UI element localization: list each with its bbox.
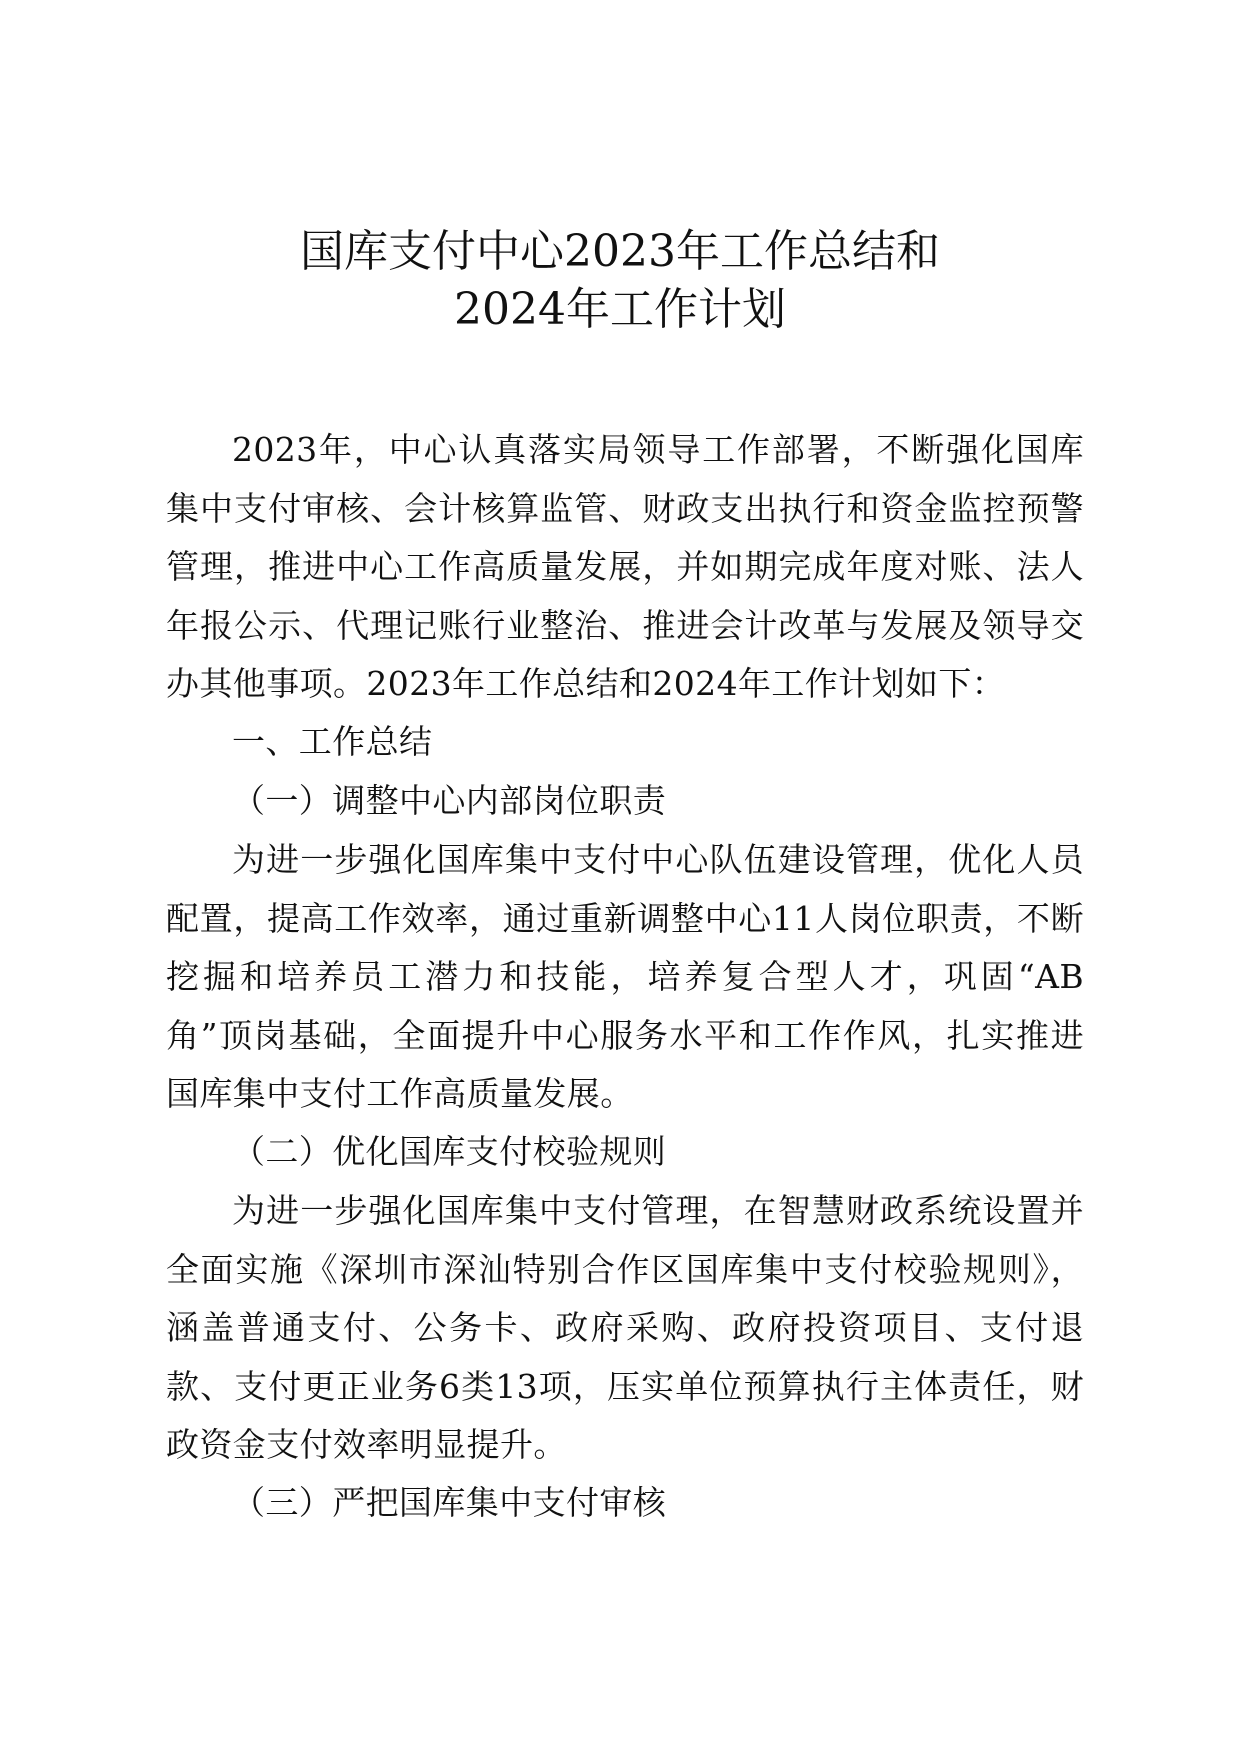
subsection-heading-1: （一）调整中心内部岗位职责	[232, 781, 667, 820]
intro-paragraph: 2023年，中心认真落实局领导工作部署，不断强化国库集中支付审核、会计核算监管、财政支出执行和资金监控预警管理，推进中心工作高质量发展，并如期完成年度对账、法人年报公示、代理记账行业整治、推进会计改革与发展及领导交办其他事项。2023年工作总结和2024年工作计划如下：	[166, 430, 1084, 703]
subsection-heading-2: （二）优化国库支付校验规则	[232, 1132, 667, 1171]
subsection-heading-3: （三）严把国库集中支付审核	[232, 1483, 667, 1522]
subsection-paragraph-1: 为进一步强化国库集中支付中心队伍建设管理，优化人员配置，提高工作效率，通过重新调整中心11人岗位职责，不断挖掘和培养员工潜力和技能，培养复合型人才，巩固“AB角”顶岗基础，全面提升中心服务水平和工作作风，扎实推进国库集中支付工作高质量发展。	[166, 840, 1084, 1113]
document-title-line-2: 2024年工作计划	[454, 284, 786, 335]
subsection-paragraph-2: 为进一步强化国库集中支付管理，在智慧财政系统设置并全面实施《深圳市深汕特别合作区国库集中支付校验规则》，涵盖普通支付、公务卡、政府采购、政府投资项目、支付退款、支付更正业务6类13项，压实单位预算执行主体责任，财政资金支付效率明显提升。	[166, 1191, 1084, 1464]
document-title-line-1: 国库支付中心2023年工作总结和	[300, 226, 940, 277]
section-heading-work-summary: 一、工作总结	[232, 722, 433, 761]
